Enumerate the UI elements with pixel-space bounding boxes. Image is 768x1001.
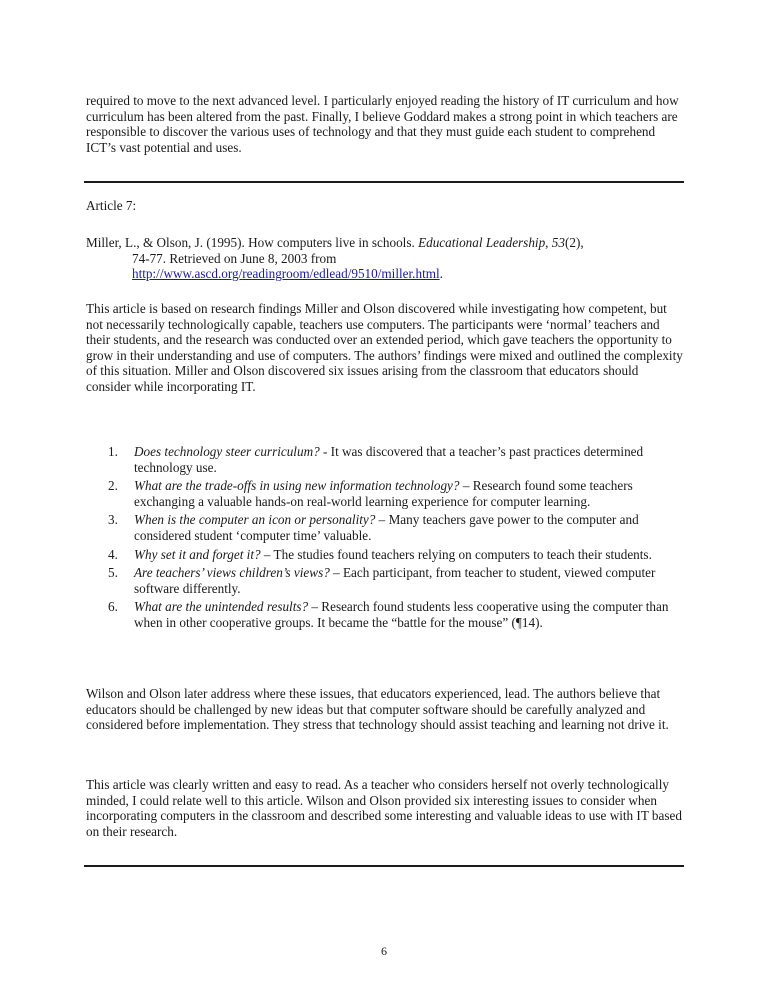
- article-heading: Article 7:: [86, 198, 137, 213]
- list-item-question: Are teachers’ views children’s views?: [134, 565, 330, 581]
- list-item-question: What are the trade-offs in using new information technology?: [134, 478, 460, 494]
- issues-list: [86, 444, 684, 634]
- citation-line-1: [86, 235, 684, 251]
- list-item-number: 6.: [108, 599, 118, 615]
- list-item-answer: – The studies found teachers relying on computers to teach their students.: [260, 546, 652, 562]
- list-item-number: 5.: [108, 565, 118, 581]
- list-item-answer: – Many teachers gave power to the computer and considered student ‘computer time’ valuable.: [134, 512, 639, 543]
- list-item: [86, 512, 684, 543]
- citation-journal: Educational Leadership, 53: [418, 235, 565, 250]
- horizontal-rule-bottom: [84, 865, 684, 867]
- list-item-question: Why set it and forget it?: [134, 546, 261, 562]
- citation-pages-retrieved: 74-77. Retrieved on June 8, 2003 from: [132, 250, 337, 266]
- list-item-question: When is the computer an icon or personality?: [134, 512, 376, 528]
- list-item-answer: – Each participant, from teacher to student, viewed computer software differently.: [134, 565, 656, 596]
- list-item: [86, 565, 684, 596]
- citation-line-3: [86, 266, 684, 282]
- citation-authors-title: Miller, L., & Olson, J. (1995). How computers live in schools.: [86, 235, 419, 250]
- list-item-number: 2.: [108, 478, 118, 494]
- citation: [86, 235, 684, 282]
- list-item: [86, 547, 684, 563]
- citation-url-link[interactable]: http://www.ascd.org/readingroom/edlead/9510/miller.html: [132, 266, 440, 282]
- list-item-answer: – Research found students less cooperative using the computer than when in other cooperative groups. It became the “battle for the mouse” (¶14).: [134, 599, 669, 630]
- intro-paragraph: required to move to the next advanced level. I particularly enjoyed reading the history of IT curriculum and how curriculum has been altered from the past. Finally, I believe Goddard makes a strong point in which teachers are responsible to discover the various uses of technology and that they must guide each student to comprehend ICT’s vast potential and uses.: [86, 93, 679, 155]
- citation-end: .: [439, 266, 443, 282]
- follow-up-paragraph: Wilson and Olson later address where these issues, that educators experienced, lead. The authors believe that educators should be challenged by new ideas but that computer software should be carefully analyzed and considered before implementation. They stress that technology should assist teaching and learning not drive it.: [86, 686, 669, 733]
- list-item-number: 3.: [108, 512, 118, 528]
- citation-issue: (2),: [564, 235, 584, 250]
- list-item-answer: – Research found some teachers exchanging a valuable hands-on real-world learning experience for computer learning.: [134, 478, 633, 509]
- list-item-question: What are the unintended results?: [134, 599, 309, 615]
- list-item: [86, 599, 684, 630]
- list-item-number: 1.: [108, 444, 118, 459]
- page-number: 6: [381, 944, 387, 958]
- list-item-number: 4.: [108, 546, 118, 562]
- list-item: [86, 444, 684, 475]
- summary-paragraph: This article is based on research findings Miller and Olson discovered while investigating how competent, but not necessarily technologically capable, teachers use computers. The participants were ‘normal’ teachers and their students, and the research was conducted over an extended period, which gave teachers the opportunity to grow in their understanding and use of computers. The authors’ findings were mixed and outlined the complexity of this situation. Miller and Olson discovered six issues arising from the classroom that educators should consider while incorporating IT.: [86, 301, 683, 394]
- list-item-question: Does technology steer curriculum?: [134, 444, 320, 459]
- citation-line-2: [86, 251, 684, 267]
- horizontal-rule-top: [84, 181, 684, 183]
- list-item-answer: - It was discovered that a teacher’s past practices determined technology use.: [134, 444, 644, 475]
- list-item: [86, 478, 684, 509]
- conclusion-paragraph: This article was clearly written and easy to read. As a teacher who considers herself not overly technologically minded, I could relate well to this article. Wilson and Olson provided six interesting issues to consider when incorporating computers in the classroom and described some interesting and valuable ideas to use with IT based on their research.: [86, 777, 682, 839]
